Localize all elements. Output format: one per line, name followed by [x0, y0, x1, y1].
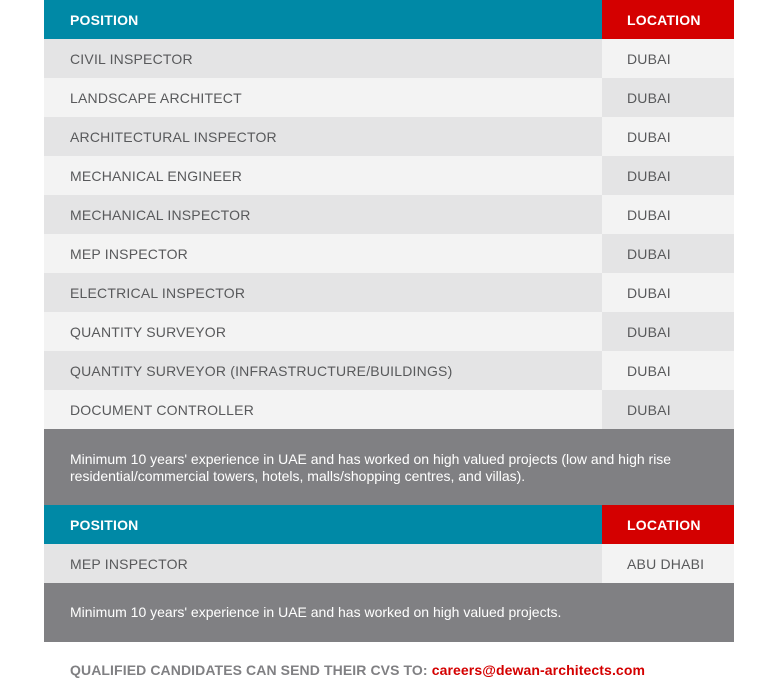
careers-email-link[interactable]: careers@dewan-architects.com	[431, 662, 646, 678]
job-listings	[44, 0, 734, 642]
position-cell: DOCUMENT CONTROLLER	[44, 390, 602, 429]
location-cell: DUBAI	[602, 312, 734, 351]
position-cell: QUANTITY SURVEYOR (INFRASTRUCTURE/BUILDINGS)	[44, 351, 602, 390]
requirements-note	[44, 429, 734, 505]
table-row	[44, 390, 734, 429]
table-row	[44, 312, 734, 351]
position-cell: ARCHITECTURAL INSPECTOR	[44, 117, 602, 156]
position-cell: MEP INSPECTOR	[44, 544, 602, 583]
table-row	[44, 544, 734, 583]
location-column-header: LOCATION	[602, 0, 734, 39]
location-cell: DUBAI	[602, 195, 734, 234]
application-footer	[70, 662, 645, 678]
table-header	[44, 505, 734, 544]
table-row	[44, 234, 734, 273]
position-cell: MECHANICAL ENGINEER	[44, 156, 602, 195]
location-cell: DUBAI	[602, 273, 734, 312]
location-cell: DUBAI	[602, 39, 734, 78]
location-cell: ABU DHABI	[602, 544, 734, 583]
requirements-note-text: Minimum 10 years' experience in UAE and has worked on high valued projects (low and high rise residential/commercial towers, hotels, malls/shopping centres, and villas).	[70, 451, 672, 484]
table-row	[44, 39, 734, 78]
table-row	[44, 156, 734, 195]
location-cell: DUBAI	[602, 156, 734, 195]
position-cell: QUANTITY SURVEYOR	[44, 312, 602, 351]
footer-text: QUALIFIED CANDIDATES CAN SEND THEIR CVS TO:	[70, 662, 432, 678]
table-row	[44, 117, 734, 156]
position-column-header: POSITION	[44, 505, 602, 544]
location-cell: DUBAI	[602, 117, 734, 156]
location-cell: DUBAI	[602, 234, 734, 273]
requirements-note	[44, 583, 734, 642]
location-cell: DUBAI	[602, 351, 734, 390]
table-row	[44, 78, 734, 117]
position-cell: MEP INSPECTOR	[44, 234, 602, 273]
location-cell: DUBAI	[602, 390, 734, 429]
position-cell: MECHANICAL INSPECTOR	[44, 195, 602, 234]
position-cell: ELECTRICAL INSPECTOR	[44, 273, 602, 312]
table-row	[44, 273, 734, 312]
table-header	[44, 0, 734, 39]
position-cell: CIVIL INSPECTOR	[44, 39, 602, 78]
location-cell: DUBAI	[602, 78, 734, 117]
position-column-header: POSITION	[44, 0, 602, 39]
position-cell: LANDSCAPE ARCHITECT	[44, 78, 602, 117]
requirements-note-text: Minimum 10 years' experience in UAE and has worked on high valued projects.	[70, 604, 562, 620]
table-row	[44, 195, 734, 234]
table-row	[44, 351, 734, 390]
location-column-header: LOCATION	[602, 505, 734, 544]
